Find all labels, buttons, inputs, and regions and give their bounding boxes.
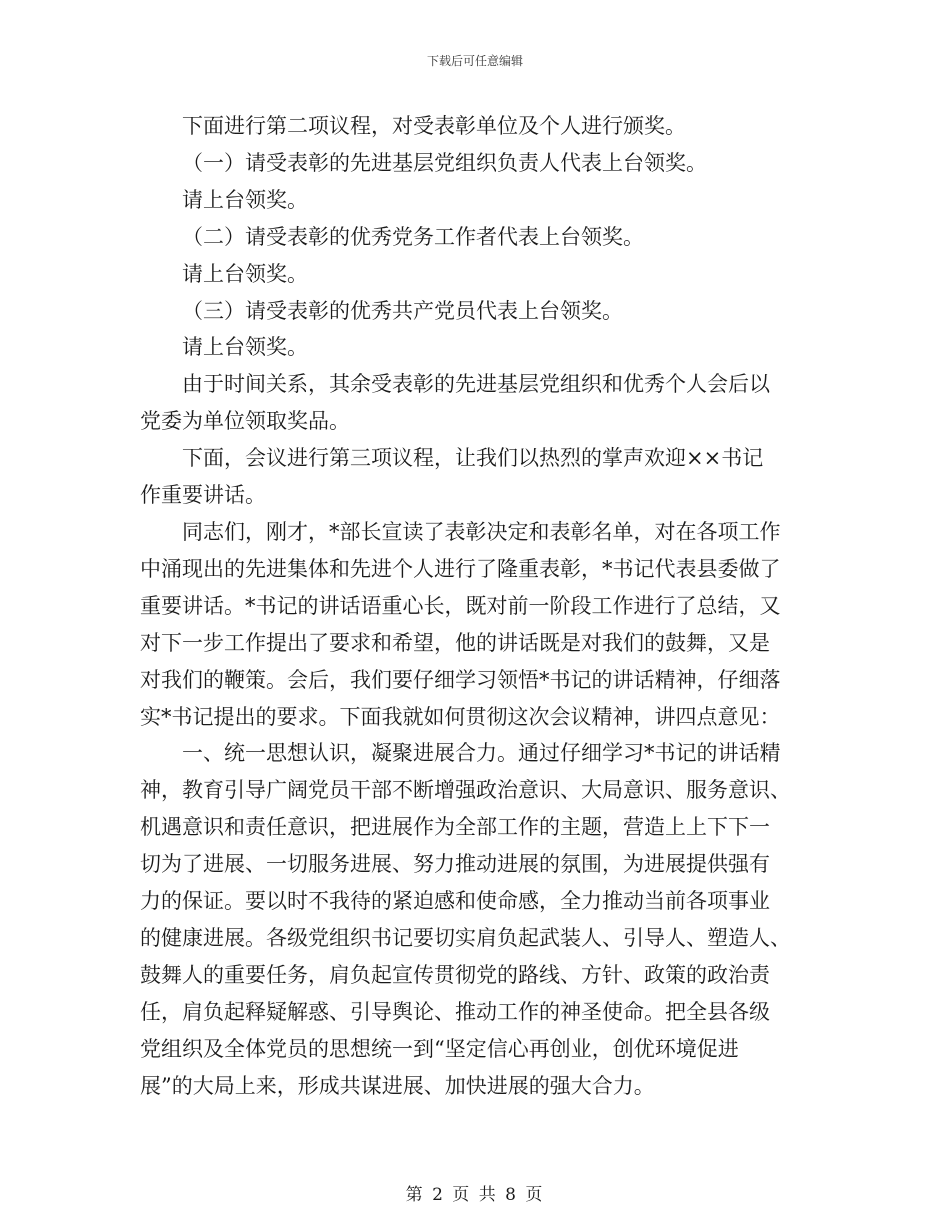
paragraph-line: （三）请受表彰的优秀共产党员代表上台领奖。 [182,298,623,323]
paragraph-line: 力的保证。要以时不我待的紧迫感和使命感，全力推动当前各项事业 [140,889,770,914]
paragraph-line: 对我们的鞭策。会后，我们要仔细学习领悟*书记的讲话精神，仔细落 [140,667,781,692]
document-body [140,108,810,1104]
paragraph-line: 实*书记提出的要求。下面我就如何贯彻这次会议精神，讲四点意见： [140,704,781,729]
paragraph-line: 鼓舞人的重要任务，肩负起宣传贯彻党的路线、方针、政策的政治责 [140,962,770,987]
paragraph-line: 党委为单位领取奖品。 [140,409,350,434]
paragraph-line: 神，教育引导广阔党员干部不断增强政治意识、大局意识、服务意识、 [140,778,791,803]
paragraph-line: 下面，会议进行第三项议程，让我们以热烈的掌声欢迎××书记 [182,446,764,471]
paragraph-line: 请上台领奖。 [182,261,308,286]
paragraph-line: 机遇意识和责任意识，把进展作为全部工作的主题，营造上上下下一 [140,815,770,840]
paragraph-line: 的健康进展。各级党组织书记要切实肩负起武装人、引导人、塑造人、 [140,925,791,950]
page-footer: 第 2 页 共 8 页 [405,1185,545,1205]
paragraph-line: 作重要讲话。 [140,483,266,508]
paragraph-line: （二）请受表彰的优秀党务工作者代表上台领奖。 [182,224,644,249]
paragraph-line: （一）请受表彰的先进基层党组织负责人代表上台领奖。 [182,150,707,175]
paragraph-line: 重要讲话。*书记的讲话语重心长，既对前一阶段工作进行了总结，又 [140,593,781,618]
paragraph-line: 一、统一思想认识，凝聚进展合力。通过仔细学习*书记的讲话精 [182,741,781,766]
paragraph-line: 请上台领奖。 [182,335,308,360]
paragraph-line: 请上台领奖。 [182,187,308,212]
paragraph-line: 展”的大局上来，形成共谋进展、加快进展的强大合力。 [140,1073,655,1098]
paragraph-line: 同志们，刚才，*部长宣读了表彰决定和表彰名单，对在各项工作 [182,519,781,544]
paragraph-line: 由于时间关系，其余受表彰的先进基层党组织和优秀个人会后以 [182,372,770,397]
paragraph-line: 党组织及全体党员的思想统一到“坚定信心再创业，创优环境促进 [140,1036,739,1061]
paragraph-line: 切为了进展、一切服务进展、努力推动进展的氛围，为进展提供强有 [140,852,770,877]
paragraph-line: 下面进行第二项议程，对受表彰单位及个人进行颁奖。 [182,114,686,138]
paragraph-line: 中涌现出的先进集体和先进个人进行了隆重表彰，*书记代表县委做了 [140,556,781,581]
paragraph-line: 对下一步工作提出了要求和希望，他的讲话既是对我们的鼓舞，又是 [140,630,770,655]
page-header: 下载后可任意编辑 [426,54,523,68]
paragraph-line: 任，肩负起释疑解惑、引导舆论、推动工作的神圣使命。把全县各级 [140,999,770,1024]
